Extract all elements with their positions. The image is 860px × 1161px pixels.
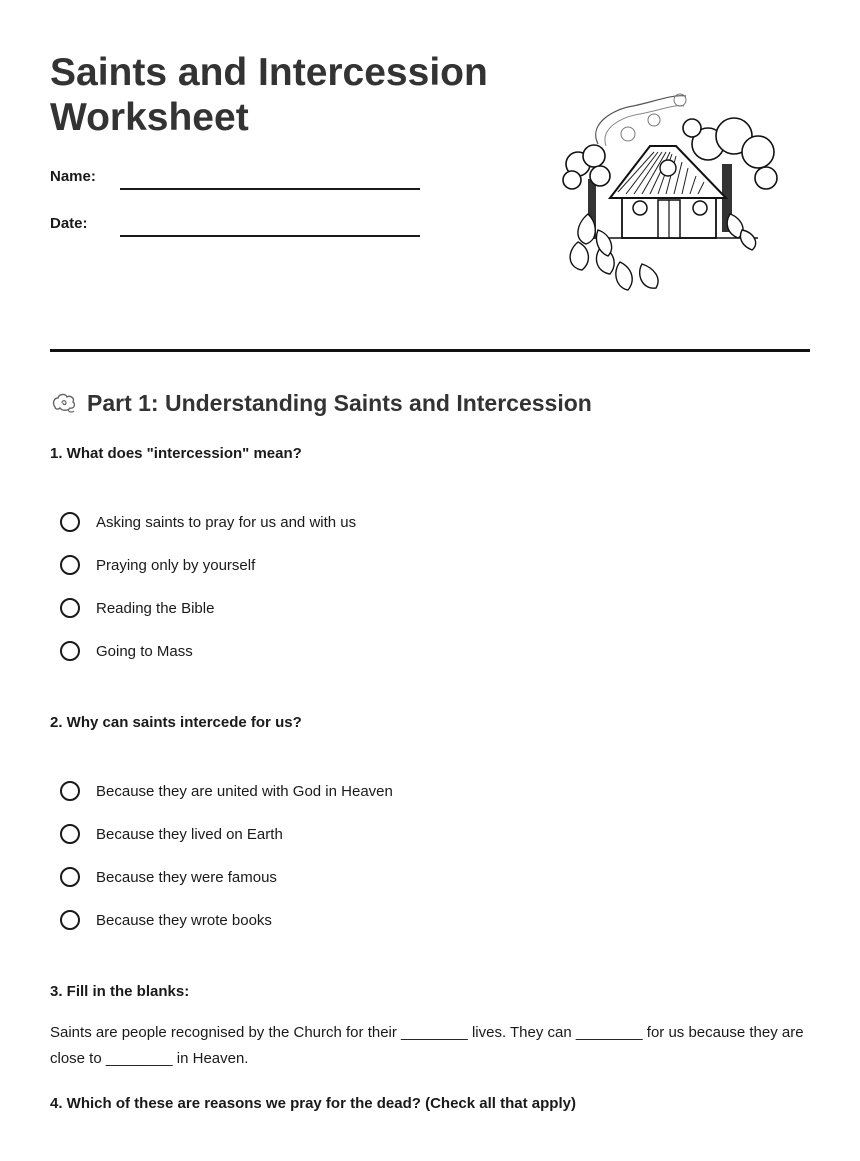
cloud-swirl-icon: [50, 389, 78, 417]
q2-option-2-label: Because they lived on Earth: [96, 825, 283, 843]
radio-button[interactable]: [60, 598, 80, 618]
q2-option-2[interactable]: [60, 821, 283, 847]
q2-option-4-label: Because they wrote books: [96, 911, 272, 929]
name-blank-line[interactable]: [120, 188, 420, 190]
section-divider: [50, 349, 810, 352]
part1-heading-text: Part 1: Understanding Saints and Intercession: [87, 389, 592, 416]
q2-option-1-label: Because they are united with God in Heaven: [96, 782, 393, 800]
radio-button[interactable]: [60, 555, 80, 575]
radio-button[interactable]: [60, 824, 80, 844]
name-field: [50, 164, 430, 194]
q1-option-2[interactable]: [60, 552, 255, 578]
date-field: [50, 211, 430, 241]
worksheet-title: Saints and Intercession Worksheet: [50, 51, 488, 139]
q1-option-4[interactable]: [60, 638, 193, 664]
q2-option-1[interactable]: [60, 778, 393, 804]
q1-option-3[interactable]: [60, 595, 214, 621]
q2-option-4[interactable]: [60, 907, 272, 933]
radio-button[interactable]: [60, 781, 80, 801]
question-2: 2. Why can saints intercede for us?: [50, 714, 302, 731]
q1-option-3-label: Reading the Bible: [96, 599, 215, 617]
part1-heading: [50, 386, 592, 420]
question-1: 1. What does "intercession" mean?: [50, 445, 302, 462]
fill-in-blanks-paragraph: Saints are people recognised by the Church for their ________ lives. They can ________ for us because they are close to ________ in Heaven.: [50, 1024, 804, 1067]
radio-button[interactable]: [60, 641, 80, 661]
question-3: 3. Fill in the blanks:: [50, 983, 190, 1000]
q1-option-4-label: Going to Mass: [96, 642, 193, 660]
radio-button[interactable]: [60, 910, 80, 930]
cottage-trees-illustration: [558, 84, 782, 300]
radio-button[interactable]: [60, 512, 80, 532]
question-4: 4. Which of these are reasons we pray for the dead? (Check all that apply): [50, 1095, 576, 1112]
date-label: Date:: [50, 215, 88, 232]
q1-option-1[interactable]: [60, 509, 356, 535]
date-blank-line[interactable]: [120, 235, 420, 237]
name-label: Name:: [50, 168, 96, 185]
q1-option-2-label: Praying only by yourself: [96, 556, 256, 574]
radio-button[interactable]: [60, 867, 80, 887]
q2-option-3[interactable]: [60, 864, 277, 890]
q2-option-3-label: Because they were famous: [96, 868, 277, 886]
q1-option-1-label: Asking saints to pray for us and with us: [96, 513, 357, 531]
